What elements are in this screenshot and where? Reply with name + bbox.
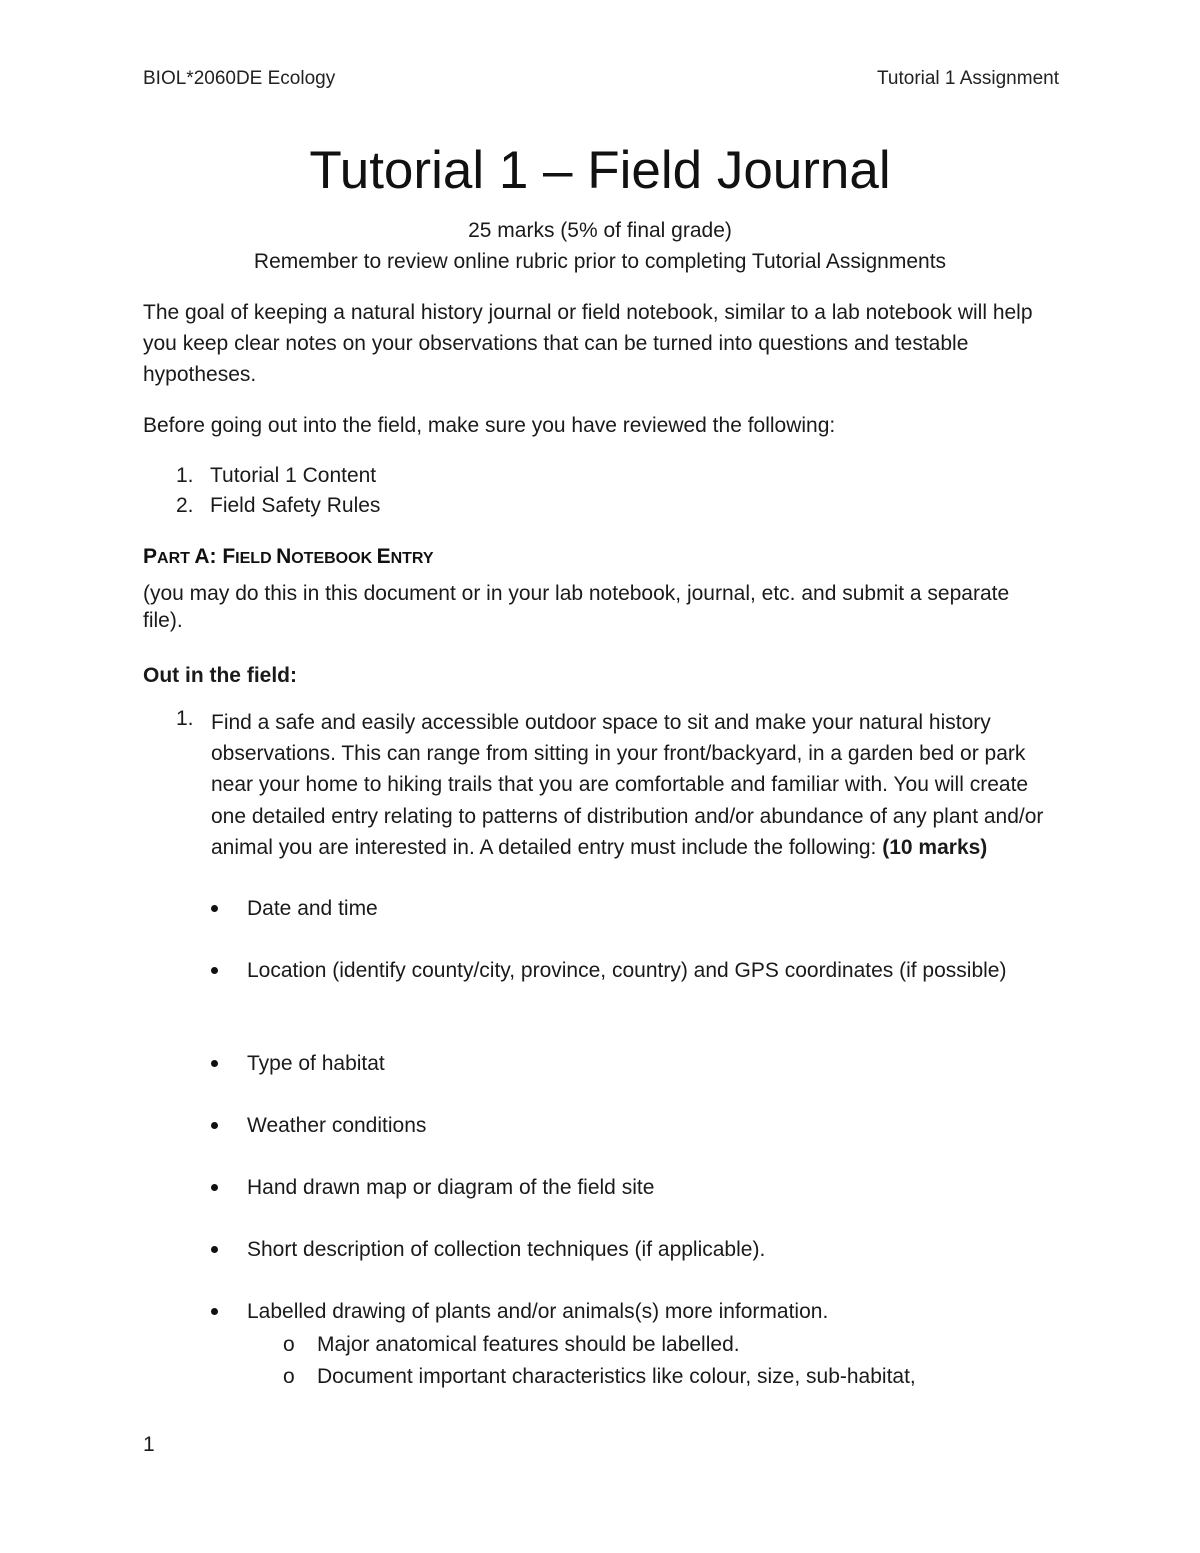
bullet-item: Short description of collection techniques (if applicable). [211,1234,1047,1265]
document-title: Tutorial 1 – Field Journal [309,141,891,200]
bullet-item: Date and time [211,893,1047,924]
page-number: 1 [143,1433,155,1456]
sub-bullet-marker: o [283,1333,295,1356]
part-a-heading: PART A: FIELD NOTEBOOK ENTRY [143,545,434,568]
sub-bullet-item: o Major anatomical features should be labelled. [283,1329,1077,1360]
bullet-dot [211,1308,218,1315]
step-number: 1. [176,707,194,730]
header-assignment: Tutorial 1 Assignment [877,68,1059,89]
bullet-dot [211,1246,218,1253]
list-item-text: Tutorial 1 Content [210,464,377,487]
list-number: 1. [176,464,194,487]
sub-bullet-marker: o [283,1365,295,1388]
bullet-dot [211,1122,218,1129]
bullet-dot [211,967,218,974]
sub-bullet-item: o Document important characteristics like colour, size, sub-habitat, [283,1361,1077,1392]
bullet-dot [211,1060,218,1067]
part-a-note: (you may do this in this document or in your lab notebook, journal, etc. and submit a separate file). [143,582,1010,632]
header-course: BIOL*2060DE Ecology [143,68,336,89]
bullet-item: Labelled drawing of plants and/or animals(s) more information. [211,1296,1047,1327]
bullet-item: Type of habitat [211,1048,1047,1079]
out-in-field-heading: Out in the field: [143,664,297,687]
bullet-item: Hand drawn map or diagram of the field site [211,1172,1047,1203]
review-list-item [176,491,380,521]
bullet-item: Location (identify county/city, province, country) and GPS coordinates (if possible) [211,955,1047,986]
bullet-item: Weather conditions [211,1110,1047,1141]
list-number: 2. [176,494,194,517]
before-paragraph: Before going out into the field, make sure you have reviewed the following: [143,414,836,437]
bullet-dot [211,905,218,912]
marks-label: (10 marks) [882,835,988,859]
reminder-line: Remember to review online rubric prior to completing Tutorial Assignments [253,250,947,273]
review-list-item [176,461,376,491]
step-1-text: Find a safe and easily accessible outdoor space to sit and make your natural history observations. This can range from sitting in your front/backyard, in a garden bed or park near your home to hiking trails that you are comfortable and familiar with. You will create one detailed entry relating to patterns of distribution and/or abundance of any plant and/or animal you are interested in. A detailed entry must include the following: (10 marks) [211,711,1044,859]
marks-line: 25 marks (5% of final grade) [468,219,732,242]
intro-paragraph: The goal of keeping a natural history journal or field notebook, similar to a lab notebook will help you keep clear notes on your observations that can be turned into questions and testable hypotheses. [143,301,1033,386]
list-item-text: Field Safety Rules [210,494,381,517]
bullet-dot [211,1184,218,1191]
